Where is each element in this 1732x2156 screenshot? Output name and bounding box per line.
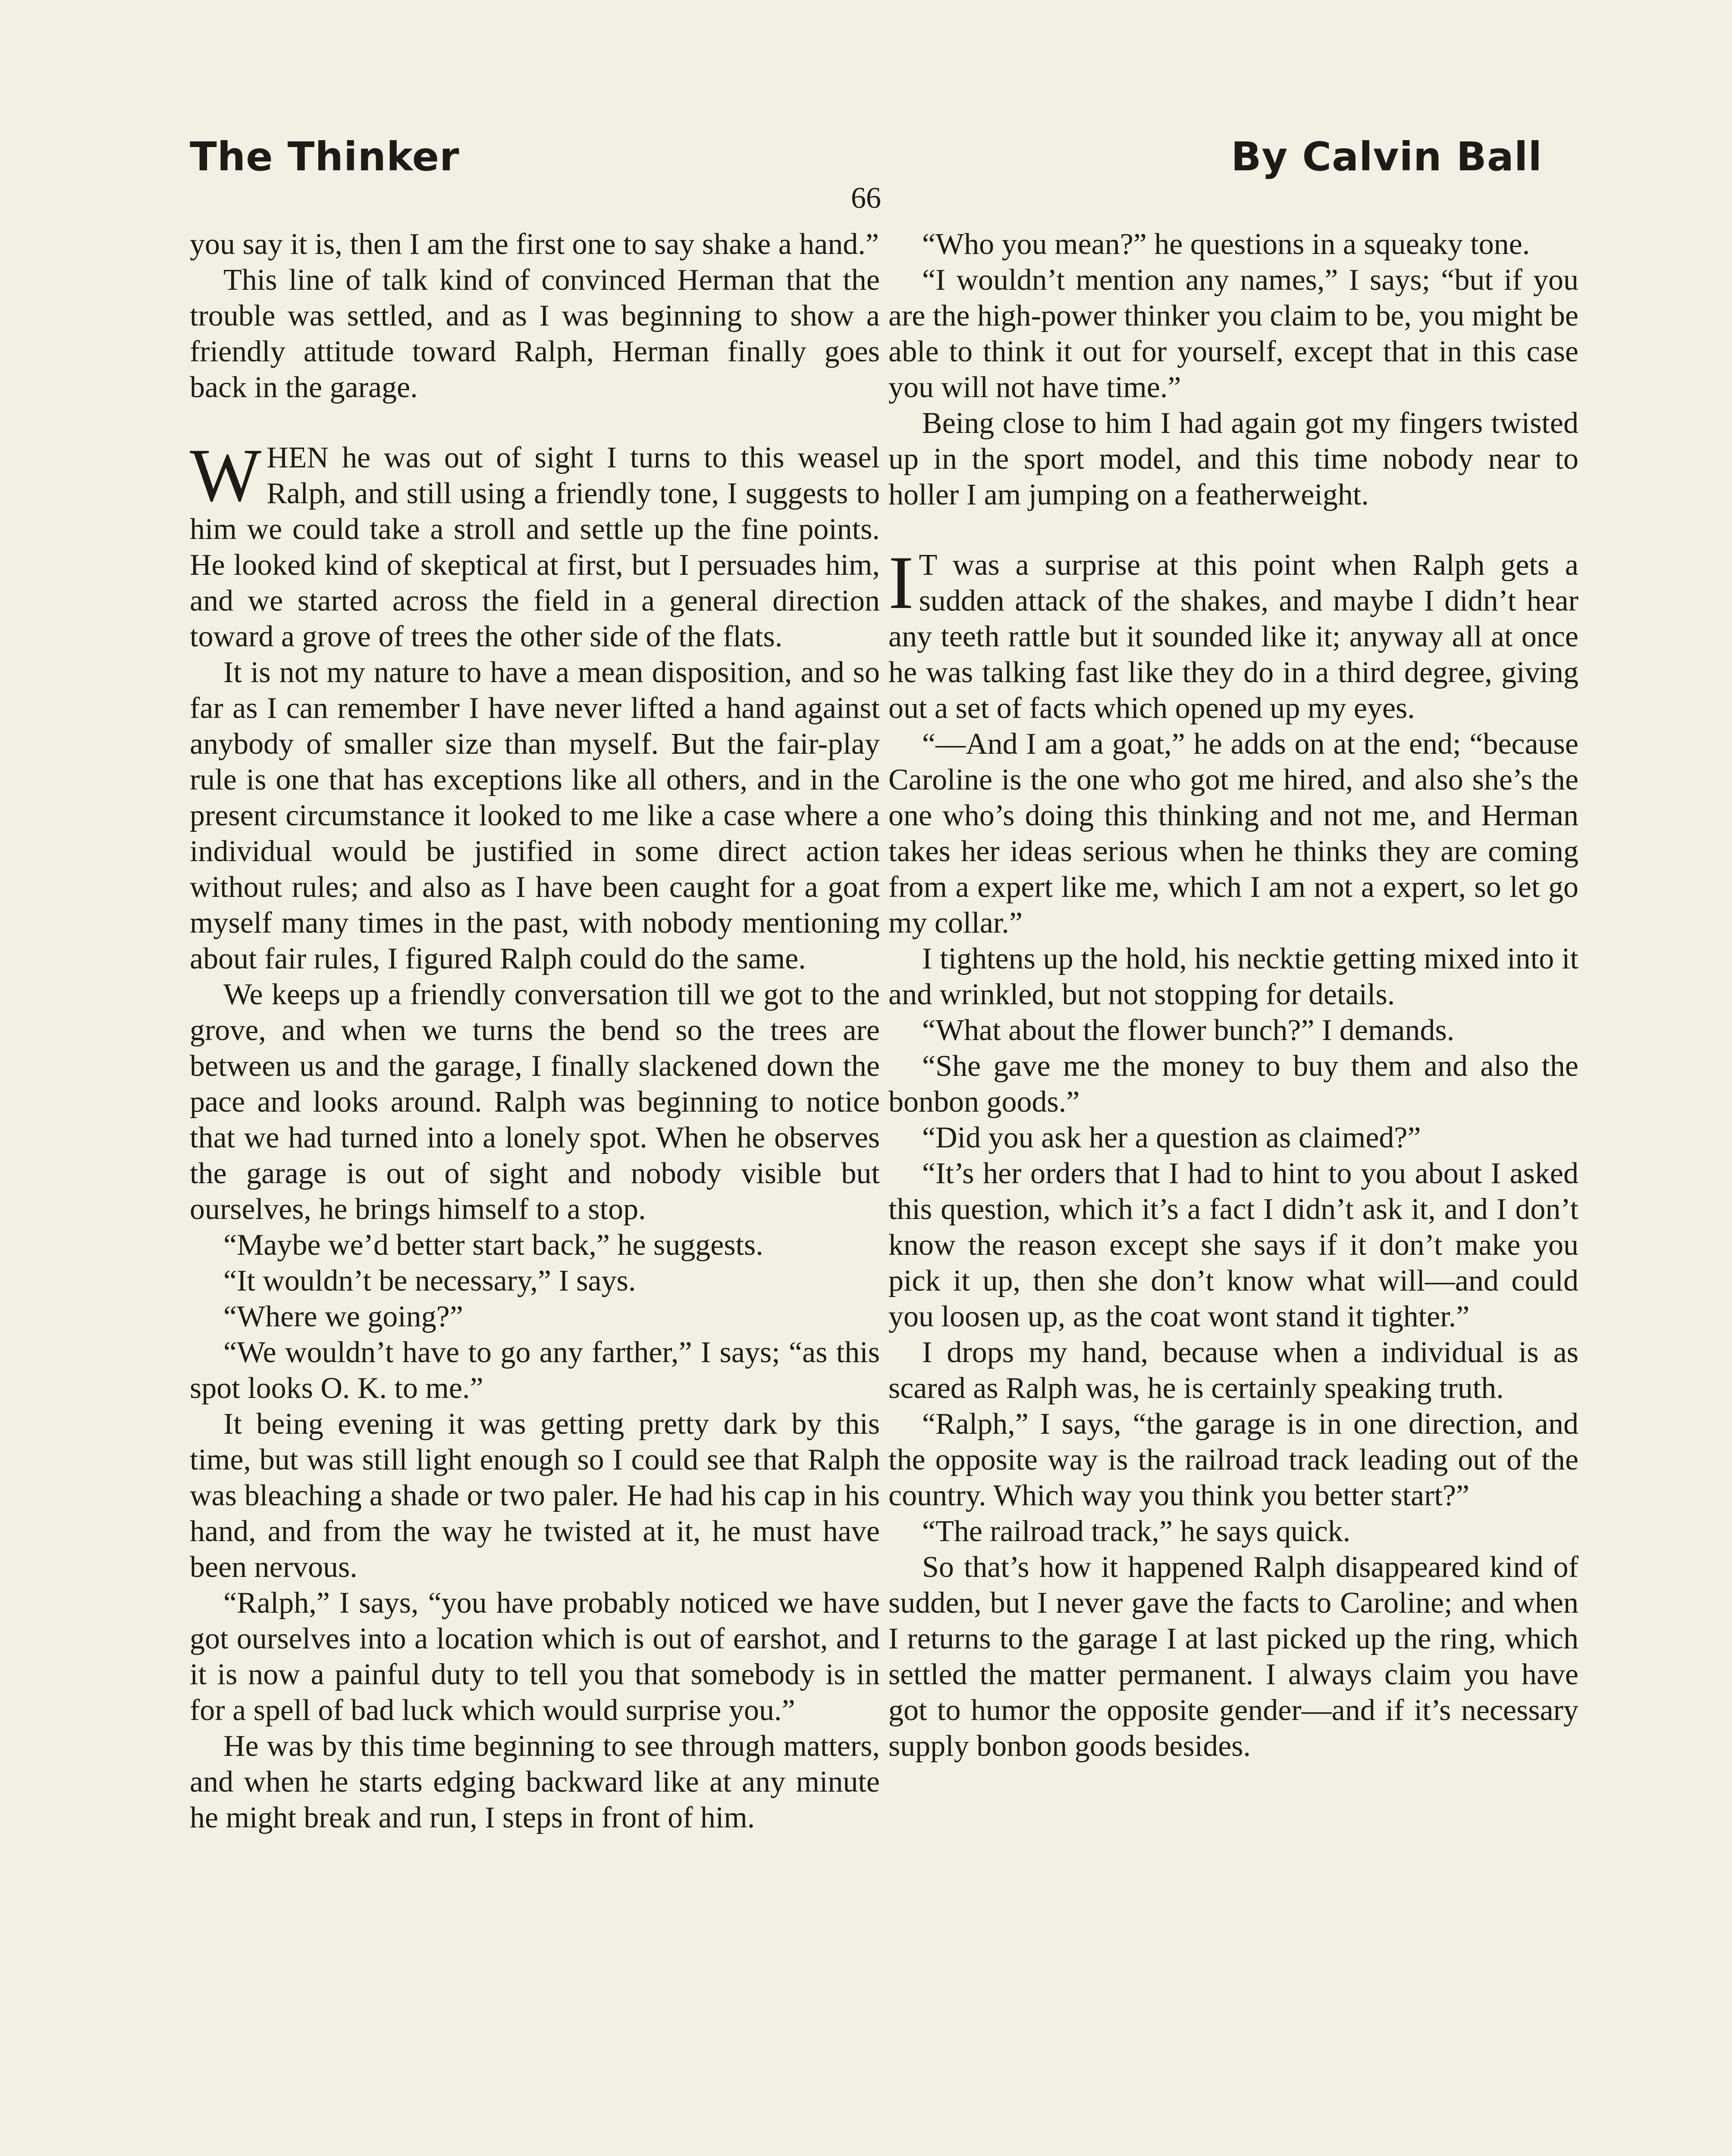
paragraph: “I wouldn’t mention any names,” I says; “but if you are the high-power thinker you claim to be, you might be able to think it out for yourself, except that in this case you will not have time.”: [888, 263, 1578, 404]
section-paragraph: [888, 541, 1578, 726]
page-number: 66: [851, 182, 881, 215]
drop-cap: I: [888, 541, 914, 625]
paragraph: you say it is, then I am the first one to say shake a hand.”: [190, 228, 879, 261]
paragraph: “Maybe we’d better start back,” he suggests.: [223, 1228, 763, 1262]
paragraph: “The railroad track,” he says quick.: [922, 1515, 1351, 1548]
paragraph: “Did you ask her a question as claimed?”: [922, 1121, 1421, 1154]
left-column: [190, 226, 880, 1836]
paragraph: So that’s how it happened Ralph disappeared kind of sudden, but I never gave the facts to Caroline; and when I returns to the garage I at last picked up the ring, which settled the matter permanent. I always claim you have got to humor the opposite gender—and if it’s necessary supply bonbon goods besides.: [888, 1551, 1578, 1763]
author-byline: By Calvin Ball: [1231, 134, 1542, 180]
paragraph: “We wouldn’t have to go any farther,” I says; “as this spot looks O. K. to me.”: [190, 1336, 880, 1405]
paragraph: “Who you mean?” he questions in a squeaky tone.: [922, 228, 1530, 261]
paragraph: “—And I am a goat,” he adds on at the end; “because Caroline is the one who got me hired, and also she’s the one who’s doing this thinking and not me, and Herman takes her ideas serious when he thinks they are coming from a expert like me, which I am not a expert, so let go my collar.”: [888, 727, 1578, 940]
paragraph: “She gave me the money to buy them and also the bonbon goods.”: [888, 1050, 1578, 1119]
paragraph: It being evening it was getting pretty dark by this time, but was still light enough so I could see that Ralph was bleaching a shade or two paler. He had his cap in his hand, and from the way he twisted at it, he must have been nervous.: [190, 1407, 880, 1584]
paragraph: It is not my nature to have a mean disposition, and so far as I can remember I have never lifted a hand against anybody of smaller size than myself. But the fair-play rule is one that has exceptions like all others, and in the present circumstance it looked to me like a case where a individual would be justified in some direct action without rules; and also as I have been caught for a goat myself many times in the past, with nobody mentioning about fair rules, I figured Ralph could do the same.: [190, 656, 880, 975]
paragraph: “Ralph,” I says, “the garage is in one direction, and the opposite way is the railroad track leading out of the country. Which way you think you better start?”: [888, 1407, 1578, 1512]
paragraph: I drops my hand, because when a individual is as scared as Ralph was, he is certainly speaking truth.: [888, 1336, 1578, 1405]
paragraph: I tightens up the hold, his necktie getting mixed into it and wrinkled, but not stopping for details.: [888, 942, 1578, 1011]
paragraph: We keeps up a friendly conversation till we got to the grove, and when we turns the bend so the trees are between us and the garage, I finally slackened down the pace and looks around. Ralph was beginning to notice that we had turned into a lonely spot. When he observes the garage is out of sight and nobody visible but ourselves, he brings himself to a stop.: [190, 978, 880, 1226]
paragraph: “Ralph,” I says, “you have probably noticed we have got ourselves into a location which is out of earshot, and it is now a painful duty to tell you that somebody is in for a spell of bad luck which would surprise you.”: [190, 1586, 880, 1727]
right-column: [888, 226, 1578, 1764]
paragraph: “It’s her orders that I had to hint to you about I asked this question, which it’s a fact I didn’t ask it, and I don’t know the reason except she says if it don’t make you pick it up, then she don’t know what will—and could you loosen up, as the coat wont stand it tighter.”: [888, 1157, 1578, 1333]
paragraph: Being close to him I had again got my fingers twisted up in the sport model, and this time nobody near to holler I am jumping on a featherweight.: [888, 407, 1578, 511]
paragraph: “Where we going?”: [223, 1300, 463, 1333]
paragraph: He was by this time beginning to see through matters, and when he starts edging backward like at any minute he might break and run, I steps in front of him.: [190, 1730, 880, 1834]
section-paragraph: [190, 433, 880, 655]
paragraph-text: HEN he was out of sight I turns to this weasel Ralph, and still using a friendly tone, I suggests to him we could take a stroll and settle up the fine points. He looked kind of skeptical at first, but I persuades him, and we started across the field in a general direction toward a grove of trees the other side of the flats.: [190, 441, 880, 653]
story-title: The Thinker: [190, 134, 460, 180]
paragraph: “What about the flower bunch?” I demands.: [922, 1014, 1455, 1047]
drop-cap: W: [190, 433, 262, 517]
paragraph-text: T was a surprise at this point when Ralph gets a sudden attack of the shakes, and maybe I didn’t hear any teeth rattle but it sounded like it; anyway all at once he was talking fast like they do in a third degree, giving out a set of facts which opened up my eyes.: [888, 548, 1578, 725]
paragraph: “It wouldn’t be necessary,” I says.: [223, 1264, 636, 1297]
paragraph: This line of talk kind of convinced Herman that the trouble was settled, and as I was beginning to show a friendly attitude toward Ralph, Herman finally goes back in the garage.: [190, 263, 880, 404]
